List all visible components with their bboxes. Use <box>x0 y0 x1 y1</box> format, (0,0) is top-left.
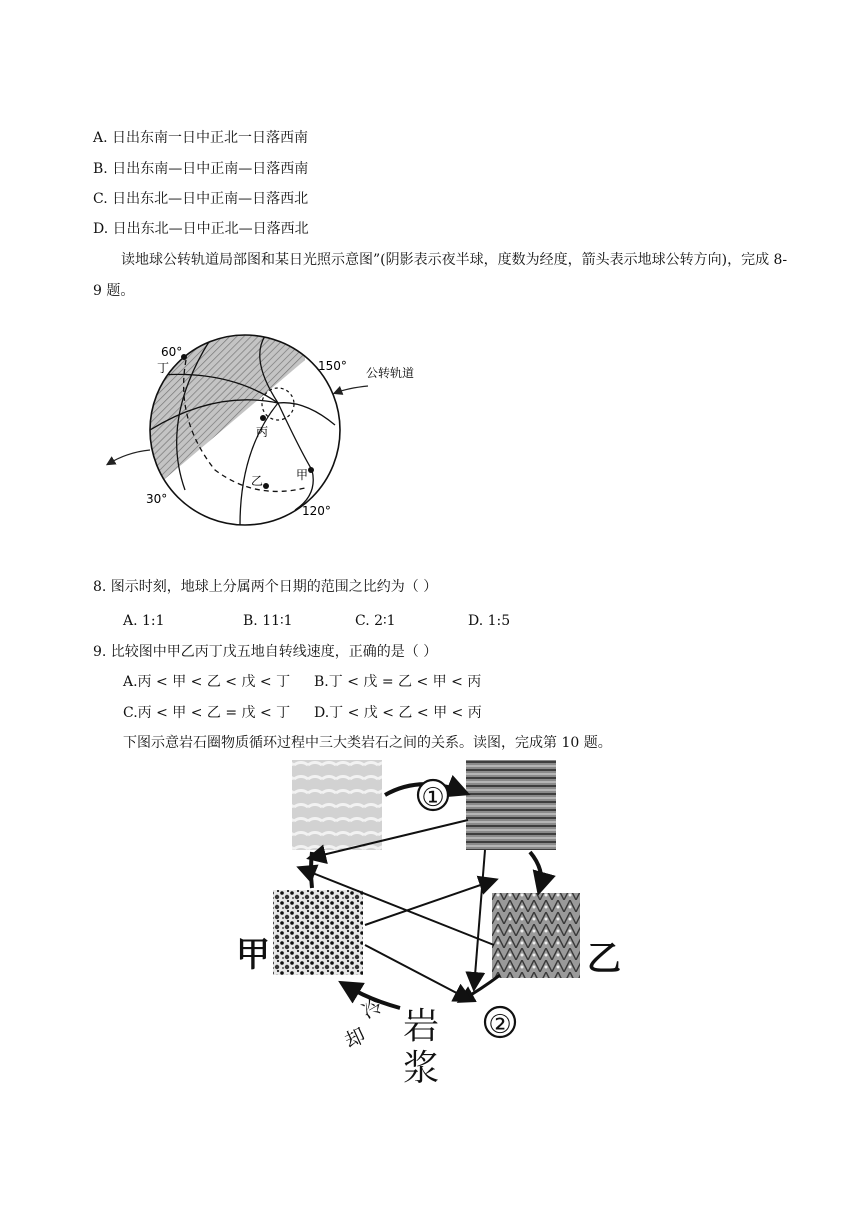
label-circle-2: ② <box>488 1010 512 1040</box>
point-yi <box>263 483 269 489</box>
label-yi: 乙 <box>251 474 264 488</box>
label-jia: 甲 <box>236 935 270 975</box>
intro-question-10: 下图示意岩石圈物质循环过程中三大类岩石之间的关系。读图，完成第 10 题。 <box>123 735 612 751</box>
arrow-igneous-to-magma <box>365 945 470 1000</box>
label-cool-1: 冷 <box>357 992 387 1024</box>
rock-cycle-figure <box>225 755 635 1090</box>
q8-option-b: B. 11∶1 <box>243 613 293 629</box>
label-60-deg: 60° <box>161 345 183 359</box>
q9-option-b: B.丁 < 戊 = 乙 < 甲 < 丙 <box>314 674 482 690</box>
sedimentary-sand-image <box>292 760 382 850</box>
label-150-deg: 150° <box>318 359 347 373</box>
orbit-arrow-left <box>108 450 150 464</box>
label-orbit: 公转轨道 <box>366 366 415 380</box>
q8-option-c: C. 2∶1 <box>355 613 396 629</box>
arrow-layer-to-meta <box>530 852 541 888</box>
label-circle-1: ① <box>421 783 445 813</box>
q7-option-d: D. 日出东北—日中正北—日落西北 <box>93 221 309 237</box>
point-jia <box>308 467 314 473</box>
q7-option-c: C. 日出东北—日中正南—日落西北 <box>93 191 309 207</box>
intro-questions-8-9: 读地球公转轨道局部图和某日光照示意图”(阴影表示夜半球，度数为经度，箭头表示地球公转方向)，完成 8-9 题。 <box>93 252 788 299</box>
q8-option-d: D. 1:5 <box>468 613 511 629</box>
label-magma-1: 岩 <box>403 1006 440 1047</box>
q9-option-a: A.丙 < 甲 < 乙 < 戊 < 丁 <box>123 674 291 690</box>
label-magma-2: 浆 <box>403 1048 440 1089</box>
label-yi: 乙 <box>587 939 621 979</box>
label-30-deg: 30° <box>146 492 168 506</box>
q8-stem: 8. 图示时刻，地球上分属两个日期的范围之比约为（ ） <box>93 579 438 595</box>
label-cool-2: 却 <box>340 1022 370 1054</box>
sedimentary-layer-image <box>466 760 556 850</box>
igneous-rock-image <box>273 890 363 975</box>
point-bing <box>260 415 266 421</box>
q8-option-a: A. 1:1 <box>123 613 165 629</box>
meridian-line <box>240 403 278 525</box>
label-120-deg: 120° <box>302 504 331 518</box>
q9-stem: 9. 比较图中甲乙丙丁戊五地自转线速度，正确的是（ ） <box>93 644 438 660</box>
arrow-igneous-to-layer <box>474 850 485 988</box>
label-ding: 丁 <box>157 361 170 375</box>
q7-option-a: A. 日出东南一日中正北一日落西南 <box>93 130 309 146</box>
q7-option-b: B. 日出东南—日中正南—日落西南 <box>93 161 309 177</box>
q9-option-c: C.丙 < 甲 < 乙 = 戊 < 丁 <box>123 705 291 721</box>
label-bing: 丙 <box>256 425 269 439</box>
earth-illumination-figure <box>100 330 440 530</box>
label-jia: 甲 <box>296 468 309 482</box>
q9-option-d: D.丁 < 戊 < 乙 < 甲 < 丙 <box>314 705 482 721</box>
metamorphic-rock-image <box>492 893 580 978</box>
orbit-arrow-right <box>335 386 368 393</box>
arrow-meta-to-magma <box>462 975 500 1000</box>
